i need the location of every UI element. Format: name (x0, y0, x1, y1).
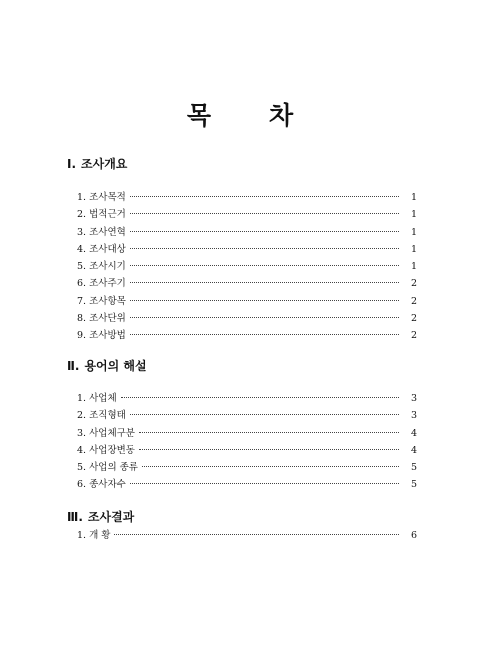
title-char-1: 목 (186, 101, 211, 130)
leader-dots (130, 414, 399, 415)
toc-item-label: 2. 법적근거 (77, 209, 126, 221)
toc-item-page: 3 (410, 410, 417, 422)
section-number: Ⅰ. (67, 157, 77, 171)
toc-item-label: 5. 사업의 종류 (77, 462, 138, 473)
toc-item-page: 1 (410, 192, 417, 203)
toc-item-label: 7. 조사항목 (77, 295, 126, 307)
toc-list (77, 527, 417, 544)
toc-item[interactable] (77, 527, 417, 544)
toc-item-label: 5. 조사시기 (77, 261, 126, 272)
leader-dots (121, 397, 399, 398)
leader-dots (130, 334, 399, 335)
toc-item-page: 5 (410, 479, 417, 491)
toc-item[interactable] (77, 407, 417, 424)
leader-dots (130, 248, 399, 249)
leader-dots (139, 449, 399, 450)
toc-item[interactable] (77, 241, 417, 258)
section-title: 용어의 해설 (84, 359, 147, 373)
toc-item-label: 2. 조직형태 (77, 410, 126, 422)
toc-item-page: 2 (410, 295, 417, 307)
toc-item[interactable] (77, 425, 417, 442)
toc-item[interactable] (77, 476, 417, 493)
toc-item-page: 4 (410, 444, 417, 456)
toc-item[interactable] (77, 275, 417, 292)
toc-item-page: 3 (410, 393, 417, 404)
toc-item-page: 2 (410, 330, 417, 341)
section-2 (67, 358, 417, 491)
leader-dots (142, 466, 399, 467)
toc-item-label: 8. 조사단위 (77, 312, 126, 324)
leader-dots (130, 213, 399, 214)
section-title: 조사개요 (81, 157, 128, 171)
title-char-2: 차 (269, 101, 294, 130)
leader-dots (130, 483, 399, 484)
toc-item[interactable] (77, 258, 417, 275)
toc-item-page: 6 (410, 530, 417, 541)
toc-item[interactable] (77, 224, 417, 241)
toc-item-label: 1. 사업체 (77, 393, 117, 404)
toc-item-page: 1 (410, 243, 417, 255)
toc-item-label: 4. 사업장변동 (77, 444, 135, 456)
toc-item-page: 2 (410, 278, 417, 290)
toc-item[interactable] (77, 189, 417, 206)
toc-item-label: 1. 조사목적 (77, 192, 126, 203)
toc-item[interactable] (77, 327, 417, 344)
section-1 (67, 156, 417, 341)
toc-item-label: 3. 사업체구분 (77, 427, 135, 439)
section-3 (67, 509, 417, 541)
toc-item[interactable] (77, 206, 417, 223)
toc-item-label: 3. 조사연혁 (77, 226, 126, 238)
toc-list (77, 189, 417, 344)
toc-item-page: 1 (410, 226, 417, 238)
toc-item-page: 4 (410, 427, 417, 439)
leader-dots (130, 231, 399, 232)
toc-item-page: 2 (410, 312, 417, 324)
section-number: Ⅲ. (67, 510, 83, 524)
toc-item-page: 1 (410, 261, 417, 272)
leader-dots (139, 432, 399, 433)
leader-dots (130, 196, 399, 197)
section-heading (67, 358, 417, 374)
leader-dots (114, 534, 399, 535)
toc-item[interactable] (77, 390, 417, 407)
toc-item[interactable] (77, 459, 417, 476)
toc-item-label: 6. 조사주기 (77, 278, 126, 290)
section-number: Ⅱ. (67, 359, 80, 373)
leader-dots (130, 317, 399, 318)
toc-item[interactable] (77, 293, 417, 310)
leader-dots (130, 282, 399, 283)
toc-item-label: 1. 개 황 (77, 530, 111, 541)
toc-list (77, 390, 417, 494)
section-title: 조사결과 (87, 510, 135, 524)
section-heading (67, 156, 417, 172)
toc-item[interactable] (77, 310, 417, 327)
toc-item-label: 4. 조사대상 (77, 243, 126, 255)
page-title (0, 96, 480, 132)
section-heading (67, 509, 417, 525)
leader-dots (130, 265, 399, 266)
toc-item-page: 1 (410, 209, 417, 221)
toc-item-page: 5 (410, 462, 417, 473)
toc-item-label: 6. 종사자수 (77, 479, 126, 491)
toc-item[interactable] (77, 442, 417, 459)
toc-item-label: 9. 조사방법 (77, 330, 126, 341)
leader-dots (130, 300, 399, 301)
